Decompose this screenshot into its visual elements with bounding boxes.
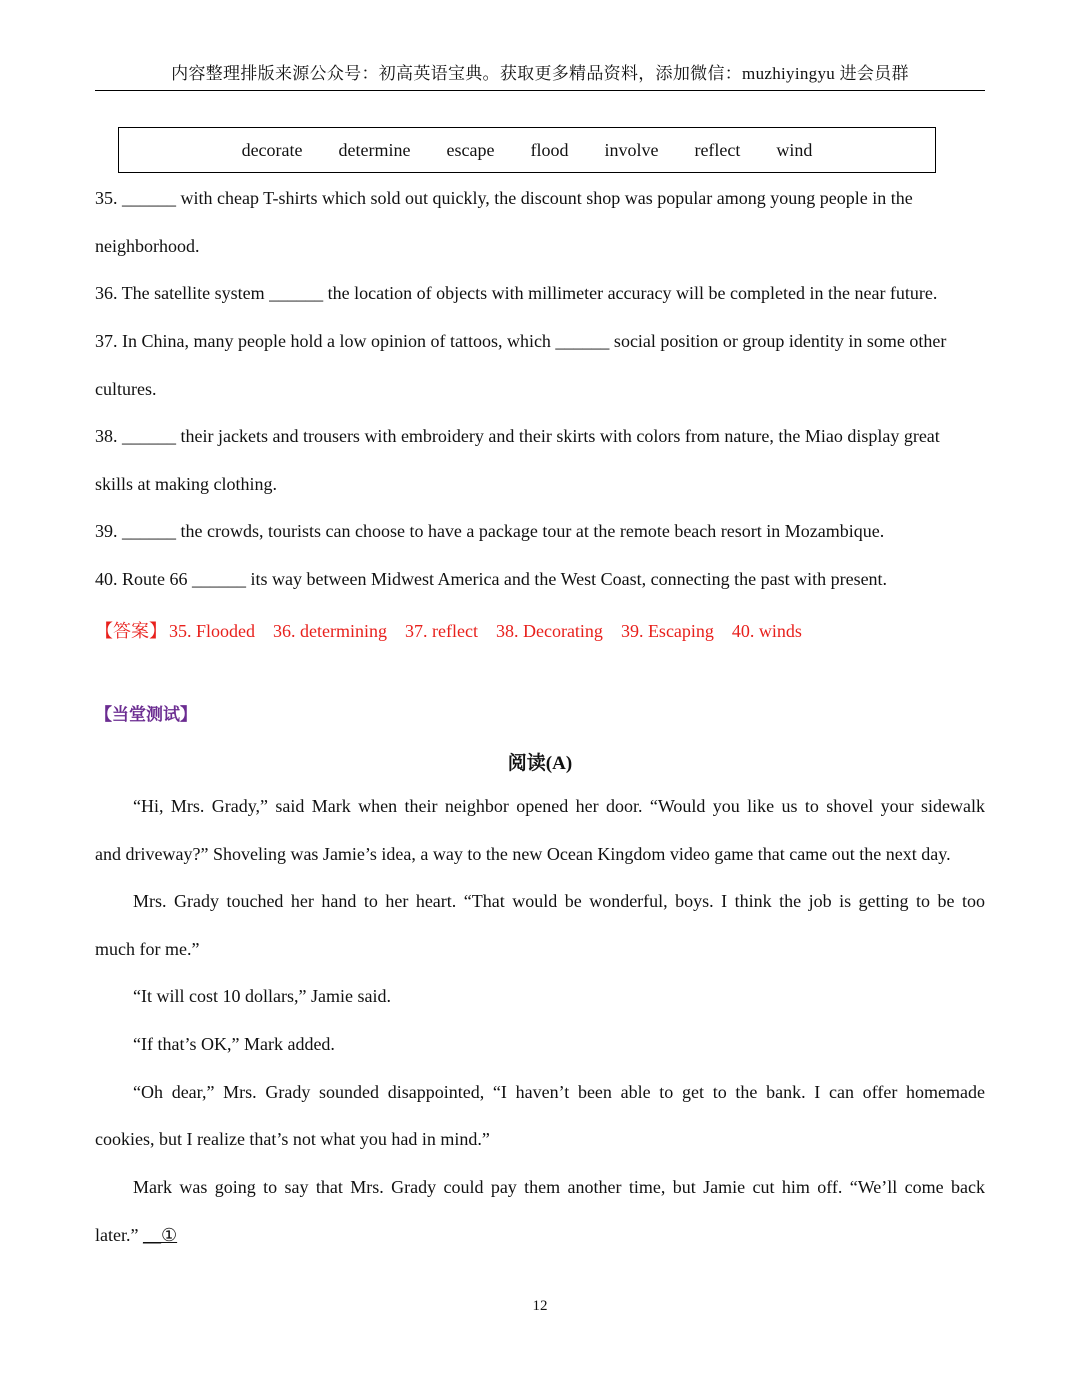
passage-p1-line2: and driveway?” Shoveling was Jamie’s idea, a way to the new Ocean Kingdom video game that came out the next day. xyxy=(95,844,951,864)
word-bank-item: decorate xyxy=(241,139,303,160)
word-bank-item: wind xyxy=(776,139,813,160)
question-38-line1: 38. ______ their jackets and trousers with embroidery and their skirts with colors from nature, the Miao display great xyxy=(95,426,940,446)
word-bank-item: escape xyxy=(446,139,495,160)
page-number: 12 xyxy=(532,1298,548,1314)
answer-item: 37. reflect xyxy=(405,621,478,641)
question-37-line2: cultures. xyxy=(95,379,157,399)
word-bank-item: flood xyxy=(530,139,569,160)
question-40: 40. Route 66 ______ its way between Midwest America and the West Coast, connecting the past with present. xyxy=(95,569,888,589)
question-38-line2: skills at making clothing. xyxy=(95,474,277,494)
question-36: 36. The satellite system ______ the location of objects with millimeter accuracy will be completed in the near future. xyxy=(95,283,938,303)
section-title: 阅读(A) xyxy=(507,753,573,774)
question-35-line1: 35. ______ with cheap T-shirts which sold out quickly, the discount shop was popular among young people in the xyxy=(95,188,913,208)
word-bank-item: reflect xyxy=(694,139,741,160)
passage-p2-line2: much for me.” xyxy=(95,939,200,959)
answer-item: 39. Escaping xyxy=(620,621,714,641)
blank-marker: __① xyxy=(142,1225,178,1245)
question-35-line2: neighborhood. xyxy=(95,236,200,256)
question-39: 39. ______ the crowds, tourists can choose to have a package tour at the remote beach resort in Mozambique. xyxy=(95,521,885,541)
passage-p5-line2: cookies, but I realize that’s not what you had in mind.” xyxy=(95,1129,490,1149)
section-tag: 【当堂测试】 xyxy=(95,705,197,725)
answer-item: 38. Decorating xyxy=(495,621,603,641)
question-37-line1: 37. In China, many people hold a low opinion of tattoos, which ______ social position or group identity in some other xyxy=(95,331,947,351)
answer-item: 35. Flooded xyxy=(169,621,256,641)
passage-p1-line1: “Hi, Mrs. Grady,” said Mark when their neighbor opened her door. “Would you like us to shovel your sidewalk xyxy=(133,796,985,816)
word-bank-item: determine xyxy=(338,139,411,160)
passage-p4: “If that’s OK,” Mark added. xyxy=(133,1034,335,1054)
word-bank-item: involve xyxy=(604,139,659,160)
answer-item: 36. determining xyxy=(273,621,387,641)
page-header: 内容整理排版来源公众号：初高英语宝典。获取更多精品资料，添加微信：muzhiyingyu 进会员群 xyxy=(95,60,985,91)
passage-p6-line2 xyxy=(95,1225,177,1246)
passage-p2-line1: Mrs. Grady touched her hand to her heart. “That would be wonderful, boys. I think the job is getting to be too xyxy=(133,891,985,911)
passage-p6-line1: Mark was going to say that Mrs. Grady could pay them another time, but Jamie cut him off. “We’ll come back xyxy=(133,1177,985,1197)
answer-item: 40. winds xyxy=(731,621,802,641)
answer-label: 【答案】 xyxy=(95,621,167,641)
answer-key xyxy=(95,617,820,643)
passage-p5-line1: “Oh dear,” Mrs. Grady sounded disappointed, “I haven’t been able to get to the bank. I can offer homemade xyxy=(133,1082,985,1102)
passage-p3: “It will cost 10 dollars,” Jamie said. xyxy=(133,986,391,1006)
word-bank-box xyxy=(118,127,936,173)
passage-p6-text: later.” xyxy=(95,1225,139,1245)
